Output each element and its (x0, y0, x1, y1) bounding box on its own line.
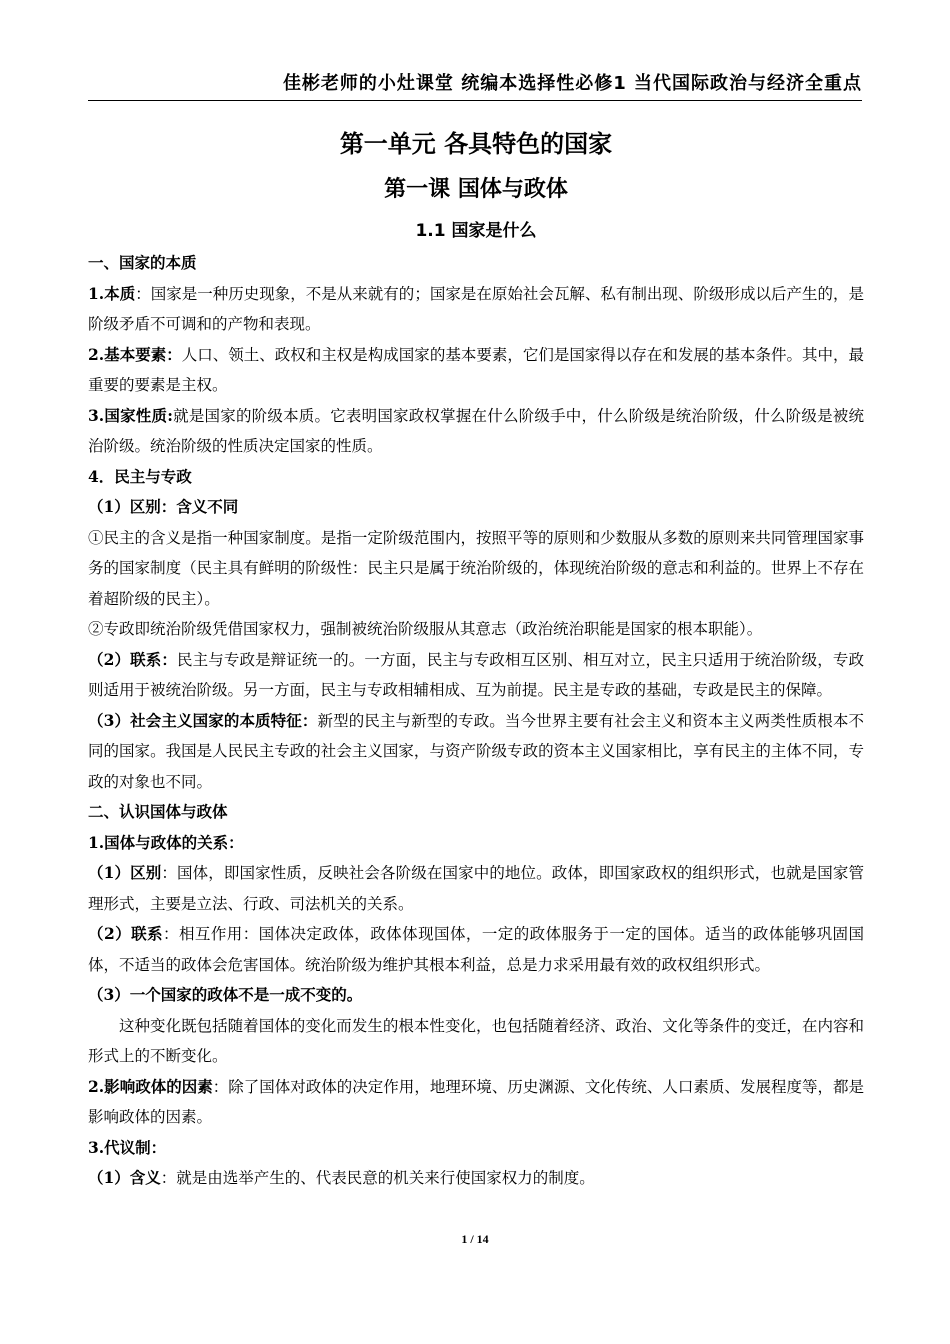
paragraph (88, 1072, 864, 1133)
paragraph (88, 523, 864, 615)
section-title: 1.1 国家是什么 (415, 221, 537, 241)
paragraph-text: ②专政即统治阶级凭借国家权力，强制被统治阶级服从其意志（政治统治职能是国家的根本职能）。 (88, 620, 763, 638)
paragraph (88, 797, 864, 828)
paragraph-lead: （1）含义 (88, 1168, 161, 1187)
lesson-title: 第一课 国体与政体 (384, 177, 568, 202)
paragraph-text: ：除了国体对政体的决定作用，地理环境、历史渊源、文化传统、人口素质、发展程度等，都是影响政体的因素。 (88, 1077, 864, 1126)
paragraph-lead: （3）一个国家的政体不是一成不变的。 (88, 985, 363, 1004)
paragraph-lead: 一、国家的本质 (88, 253, 197, 272)
paragraph-lead: （1）区别 (88, 863, 162, 882)
paragraph (88, 279, 864, 340)
paragraph (88, 828, 864, 859)
paragraph-lead: 2.基本要素： (88, 344, 182, 364)
paragraph-lead: 二、认识国体与政体 (88, 802, 228, 821)
paragraph-text: ：国家是一种历史现象，不是从来就有的；国家是在原始社会瓦解、私有制出现、阶级形成以后产生的，是阶级矛盾不可调和的产物和表现。 (88, 284, 864, 333)
paragraph (88, 919, 864, 980)
paragraph-text: 这种变化既包括随着国体的变化而发生的根本性变化，也包括随着经济、政治、文化等条件的变迁，在内容和形式上的不断变化。 (88, 1016, 864, 1065)
paragraph (88, 858, 864, 919)
paragraph (88, 706, 864, 798)
unit-title: 第一单元 各具特色的国家 (339, 130, 613, 158)
paragraph-text: ：相互作用：国体决定政体，政体体现国体，一定的政体服务于一定的国体。适当的政体能够巩固国体，不适当的政体会危害国体。统治阶级为维护其根本利益，总是力求采用最有效的政权组织形式。 (88, 925, 864, 974)
paragraph-lead: （1）区别：含义不同 (88, 497, 239, 516)
paragraph (88, 248, 864, 279)
paragraph (88, 462, 864, 493)
paragraph-text: 就是国家的阶级本质。它表明国家政权掌握在什么阶级手中，什么阶级是统治阶级，什么阶级是被统治阶级。统治阶级的性质决定国家的性质。 (88, 406, 864, 455)
paragraph-text: ①民主的含义是指一种国家制度。是指一定阶级范围内，按照平等的原则和少数服从多数的原则来共同管理国家事务的国家制度（民主具有鲜明的阶级性：民主只是属于统治阶级的，体现统治阶级的意志和利益的。世界上不存在着超阶级的民主）。 (88, 528, 864, 608)
paragraph-text: ：国体，即国家性质，反映社会各阶级在国家中的地位。政体，即国家政权的组织形式，也就是国家管理形式，主要是立法、行政、司法机关的关系。 (88, 864, 864, 913)
paragraph-lead: 2.影响政体的因素 (88, 1076, 213, 1096)
paragraph (88, 980, 864, 1011)
paragraph (88, 492, 864, 523)
paragraph-lead: 1.国体与政体的关系： (88, 832, 244, 852)
paragraph (88, 645, 864, 706)
paragraph-lead: 1.本质 (88, 283, 136, 303)
paragraph-text: 民主与专政是辩证统一的。一方面，民主与专政相互区别、相互对立，民主只适用于统治阶级，专政则适用于被统治阶级。另一方面，民主与专政相辅相成、互为前提。民主是专政的基础，专政是民主的保障。 (88, 650, 864, 699)
running-header: 佳彬老师的小灶课堂 统编本选择性必修1 当代国际政治与经济全重点 (88, 70, 862, 101)
paragraph-text: 人口、领土、政权和主权是构成国家的基本要素，它们是国家得以存在和发展的基本条件。其中，最重要的要素是主权。 (88, 345, 864, 394)
paragraph-text: 新型的民主与新型的专政。当今世界主要有社会主义和资本主义两类性质根本不同的国家。我国是人民民主专政的社会主义国家，与资产阶级专政的资本主义国家相比，享有民主的主体不同，专政的对象也不同。 (88, 711, 864, 791)
page-content (88, 118, 864, 1194)
paragraph-lead: 4．民主与专政 (88, 466, 192, 486)
paragraph-lead: （2）联系 (88, 924, 163, 943)
paragraph (88, 1133, 864, 1164)
paragraph (88, 1011, 864, 1072)
paragraph-lead: （3）社会主义国家的本质特征： (88, 710, 318, 730)
paragraph (88, 1163, 864, 1194)
paragraph-lead: 3.国家性质: (88, 405, 173, 425)
paragraph (88, 614, 864, 645)
page-number: 1 / 14 (461, 1232, 489, 1246)
paragraph (88, 340, 864, 401)
paragraph-lead: 3.代议制： (88, 1137, 167, 1157)
paragraph-text: ：就是由选举产生的、代表民意的机关来行使国家权力的制度。 (160, 1169, 595, 1187)
paragraph-lead: （2）联系： (88, 649, 177, 669)
paragraph (88, 401, 864, 462)
